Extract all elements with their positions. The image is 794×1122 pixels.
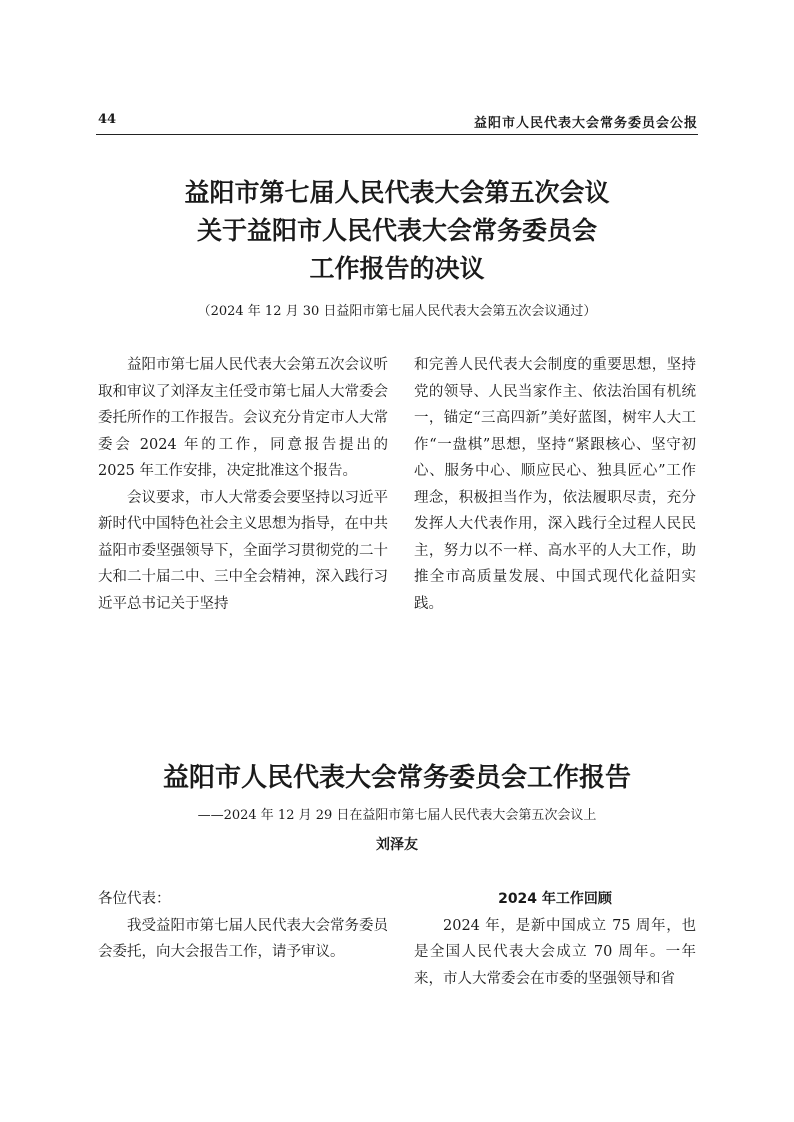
report-author: 刘泽友	[376, 837, 418, 853]
resolution-title-line-1: 益阳市第七届人民代表大会第五次会议	[184, 178, 610, 207]
resolution-subtitle: （2024 年 12 月 30 日益阳市第七届人民代表大会第五次会议通过）	[197, 304, 597, 319]
report-paragraph-2: 2024 年，是新中国成立 75 周年，也是全国人民代表大会成立 70 周年。一年来，市人大常委会在市委的坚强领导和省	[414, 917, 696, 987]
resolution-paragraph-continued: 和完善人民代表大会制度的重要思想，坚持党的领导、人民当家作主、依法治国有机统一，锚定“三高四新”美好蓝图，树牢人大工作“一盘棋”思想，坚持“紧跟核心、坚守初心、服务中心、顺应民心、独具匠心”工作理念，积极担当作为，依法履职尽责，充分发挥人大代表作用，深入践行全过程人民民主，努力以不一样、高水平的人大工作，助推全市高质量发展、中国式现代化益阳实践。	[414, 357, 696, 612]
report-left-column	[98, 886, 388, 966]
publication-title: 益阳市人民代表大会常务委员会公报	[473, 116, 698, 131]
resolution-title-line-3: 工作报告的决议	[309, 254, 485, 283]
page-number: 44	[98, 112, 117, 127]
report-section-heading: 2024 年工作回顾	[498, 891, 612, 907]
report-subtitle: ——2024 年 12 月 29 日在益阳市第七届人民代表大会第五次会议上	[197, 808, 597, 823]
report-right-column	[414, 886, 696, 992]
report-salutation: 各位代表：	[98, 891, 171, 907]
header-rule	[96, 134, 698, 135]
resolution-left-column	[98, 352, 388, 617]
report-paragraph-1: 我受益阳市第七届人民代表大会常务委员会委托，向大会报告工作，请予审议。	[98, 917, 388, 960]
resolution-right-column	[414, 352, 696, 617]
resolution-paragraph-2: 会议要求，市人大常委会要坚持以习近平新时代中国特色社会主义思想为指导，在中共益阳市委坚强领导下，全面学习贯彻党的二十大和二十届二中、三中全会精神，深入践行习近平总书记关于坚持	[98, 489, 388, 612]
report-title: 益阳市人民代表大会常务委员会工作报告	[162, 763, 631, 793]
resolution-title-line-2: 关于益阳市人民代表大会常务委员会	[196, 216, 597, 245]
resolution-paragraph-1: 益阳市第七届人民代表大会第五次会议听取和审议了刘泽友主任受市第七届人大常委会委托所作的工作报告。会议充分肯定市人大常委会 2024 年的工作，同意报告提出的 2025 年工作安排，决定批准这个报告。	[98, 357, 388, 479]
